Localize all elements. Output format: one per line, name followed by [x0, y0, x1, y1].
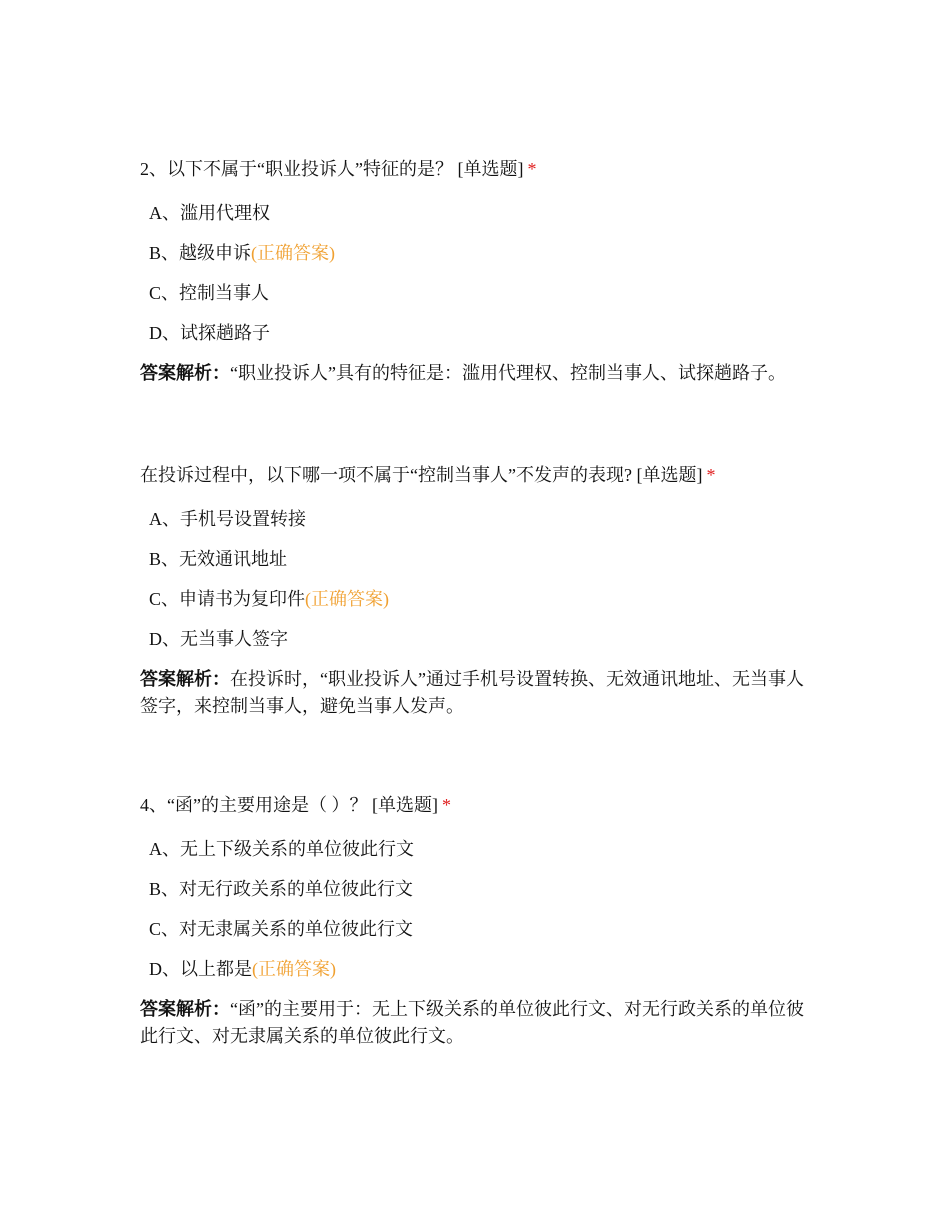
analysis-label: 答案解析： [140, 999, 230, 1019]
answer-analysis [140, 666, 820, 720]
option-text: A、无上下级关系的单位彼此行文 [149, 839, 414, 859]
option-text: A、滥用代理权 [149, 203, 270, 223]
required-mark: * [441, 795, 451, 815]
analysis-text: “函”的主要用于：无上下级关系的单位彼此行文、对无行政关系的单位彼此行文、对无隶属关系的单位彼此行文。 [140, 999, 804, 1046]
option-text: B、越级申诉 [149, 243, 252, 263]
option-item [140, 876, 820, 916]
option-text: C、对无隶属关系的单位彼此行文 [149, 919, 414, 939]
required-mark: * [527, 159, 537, 179]
option-text: B、对无行政关系的单位彼此行文 [149, 879, 414, 899]
option-text: B、无效通讯地址 [149, 549, 288, 569]
question-title [140, 792, 820, 818]
option-item [140, 546, 820, 586]
option-item [140, 626, 820, 666]
option-list [140, 836, 820, 996]
option-item [140, 506, 820, 546]
answer-analysis [140, 360, 820, 387]
option-text: D、试探趟路子 [149, 323, 270, 343]
option-item [140, 956, 820, 996]
option-item [140, 280, 820, 320]
required-mark: * [706, 465, 716, 485]
option-text: C、控制当事人 [149, 283, 270, 303]
answer-analysis [140, 996, 820, 1050]
question-block [140, 462, 820, 720]
option-list [140, 200, 820, 360]
analysis-label: 答案解析： [140, 363, 230, 383]
correct-answer-tag: (正确答案) [305, 589, 390, 609]
question-title-text: 在投诉过程中，以下哪一项不属于“控制当事人”不发声的表现? [单选题] [140, 465, 703, 485]
option-text: D、以上都是 [149, 959, 252, 979]
question-title-text: 4、“函”的主要用途是（ ）？ [单选题] [140, 795, 438, 815]
question-title-text: 2、以下不属于“职业投诉人”特征的是？ [单选题] [140, 159, 524, 179]
correct-answer-tag: (正确答案) [252, 959, 336, 979]
question-block [140, 156, 820, 387]
option-text: D、无当事人签字 [149, 629, 288, 649]
option-item [140, 586, 820, 626]
question-block [140, 792, 820, 1050]
analysis-text: 在投诉时，“职业投诉人”通过手机号设置转换、无效通讯地址、无当事人签字，来控制当事人，避免当事人发声。 [140, 669, 804, 716]
option-text: C、申请书为复印件 [149, 589, 306, 609]
option-item [140, 916, 820, 956]
analysis-text: “职业投诉人”具有的特征是：滥用代理权、控制当事人、试探趟路子。 [230, 363, 786, 383]
option-text: A、手机号设置转接 [149, 509, 306, 529]
analysis-label: 答案解析： [140, 669, 230, 689]
option-item [140, 200, 820, 240]
option-item [140, 836, 820, 876]
correct-answer-tag: (正确答案) [251, 243, 336, 263]
option-item [140, 320, 820, 360]
option-list [140, 506, 820, 666]
question-title [140, 156, 820, 182]
question-title [140, 462, 820, 488]
option-item [140, 240, 820, 280]
